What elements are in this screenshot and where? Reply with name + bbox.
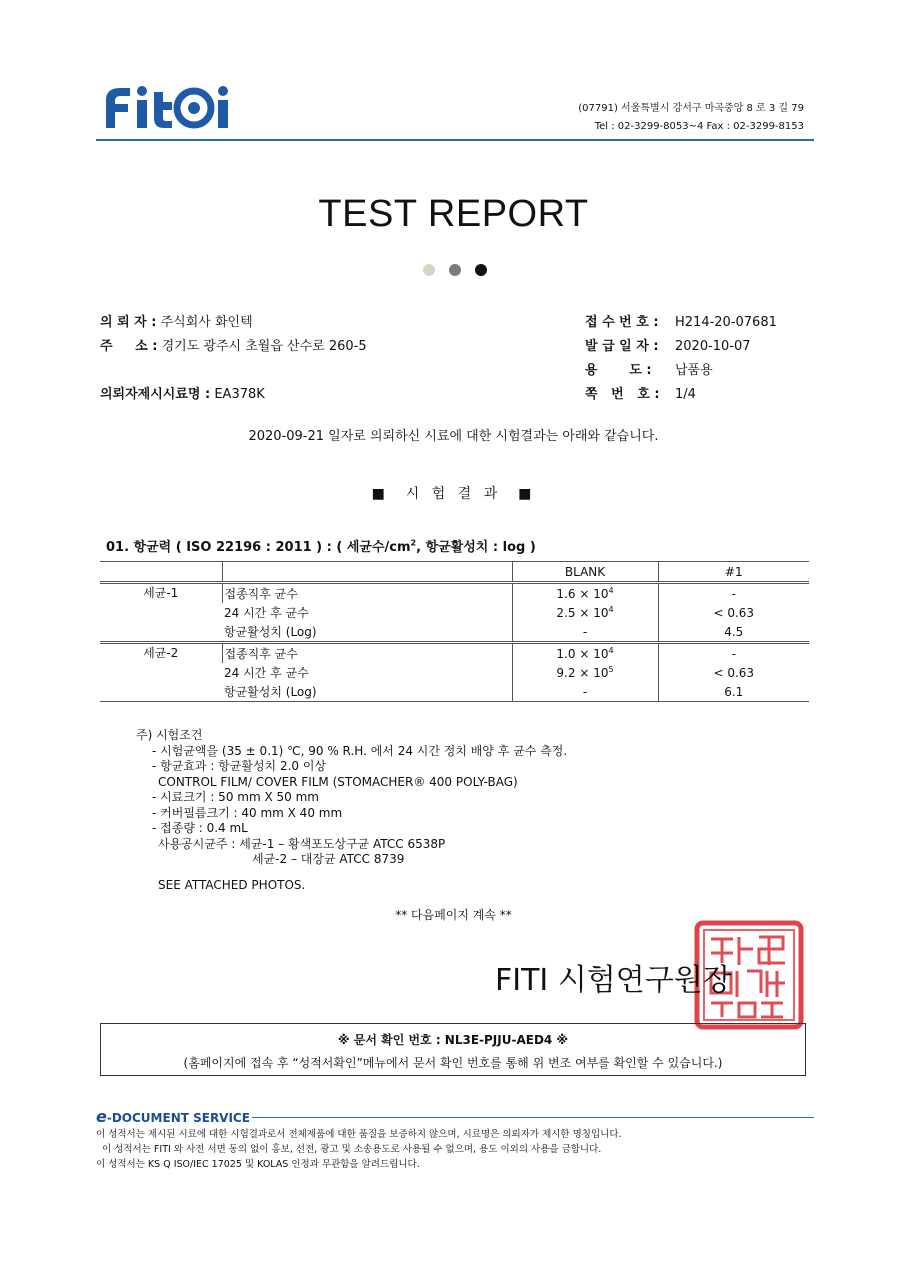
row-sample1: 4.5 bbox=[658, 622, 809, 643]
row-item: 접종직후 균수 bbox=[222, 583, 512, 604]
verification-box bbox=[100, 1023, 806, 1076]
page-no-label: 쪽 번 호 : bbox=[585, 387, 660, 402]
header-blank: BLANK bbox=[512, 562, 658, 583]
page-title: TEST REPORT bbox=[318, 193, 589, 235]
test-title bbox=[106, 536, 536, 555]
title-dots bbox=[423, 264, 487, 276]
note-line: 세균-2 – 대장균 ATCC 8739 bbox=[252, 852, 405, 866]
group-name: 세균-1 bbox=[100, 583, 222, 643]
row-item: 24 시간 후 균수 bbox=[224, 606, 309, 620]
row-sample1: - bbox=[658, 643, 809, 664]
dot-light-icon bbox=[423, 264, 435, 276]
purpose-row bbox=[585, 359, 777, 383]
header-sample1: #1 bbox=[658, 562, 809, 583]
row-blank: - bbox=[512, 622, 658, 643]
note-line: CONTROL FILM/ COVER FILM (STOMACHER® 400 POLY-BAG) bbox=[158, 774, 518, 789]
row-item: 24 시간 후 균수 bbox=[224, 666, 309, 680]
sample-label: 의뢰자제시시료명 : bbox=[100, 387, 211, 402]
report-info bbox=[585, 311, 777, 407]
client-label: 의 뢰 자 : bbox=[100, 315, 157, 330]
issue-date-value: 2020-10-07 bbox=[675, 339, 751, 354]
purpose-label: 용 도 : bbox=[585, 363, 652, 378]
edoc-e-letter: e bbox=[96, 1107, 107, 1126]
fiti-logo bbox=[100, 82, 230, 130]
blank-row bbox=[100, 359, 367, 383]
purpose-value: 납품용 bbox=[675, 363, 713, 378]
verification-number: ※ 문서 확인 번호 : NL3E-PJJU-AED4 ※ bbox=[337, 1033, 569, 1047]
client-row bbox=[100, 311, 367, 335]
address-label: 주 소 : bbox=[100, 339, 158, 354]
header-cell bbox=[222, 562, 512, 583]
attached-photos-note: SEE ATTACHED PHOTOS. bbox=[158, 878, 306, 892]
receipt-no-row bbox=[585, 311, 777, 335]
dot-gray-icon bbox=[449, 264, 461, 276]
edocument-service-label bbox=[96, 1107, 250, 1126]
group-name: 세균-2 bbox=[100, 643, 222, 702]
test-title-main: 01. 항균력 ( ISO 22196 : 2011 ) : ( 세균수/cm bbox=[106, 540, 411, 555]
edoc-rule bbox=[252, 1117, 814, 1118]
test-title-end: , 항균활성치 : log ) bbox=[416, 540, 536, 555]
note-line: - 항균효과 : 항균활성치 2.0 이상 bbox=[152, 759, 327, 773]
table-row bbox=[100, 643, 809, 664]
address-value: 경기도 광주시 초월읍 산수로 260-5 bbox=[161, 339, 367, 354]
client-info bbox=[100, 311, 367, 407]
row-blank: - bbox=[512, 682, 658, 702]
verification-instructions: (홈페이지에 접속 후 “성적서확인”메뉴에서 문서 확인 번호를 통해 위 변조 여부를 확인할 수 있습니다.) bbox=[183, 1056, 723, 1070]
next-page-note: ** 다음페이지 계속 ** bbox=[395, 908, 512, 922]
sample-value: EA378K bbox=[214, 387, 265, 402]
row-item: 접종직후 균수 bbox=[222, 643, 512, 664]
issue-date-label: 발 급 일 자 : bbox=[585, 339, 659, 354]
edoc-label-text: -DOCUMENT SERVICE bbox=[106, 1111, 250, 1125]
footer-line: 이 성적서는 FITI 와 사전 서면 동의 없이 홍보, 선전, 광고 및 소송용도로 사용될 수 없으며, 용도 이외의 사용을 금합니다. bbox=[102, 1144, 602, 1155]
table-row bbox=[100, 583, 809, 604]
header-tel-fax: Tel : 02-3299-8053~4 Fax : 02-3299-8153 bbox=[594, 121, 804, 132]
note-line: - 커버필름크기 : 40 mm X 40 mm bbox=[152, 805, 343, 820]
footer-disclaimer bbox=[96, 1127, 622, 1172]
note-line: - 시험균액을 (35 ± 0.1) ℃, 90 % R.H. 에서 24 시간 정치 배양 후 균수 측정. bbox=[152, 743, 568, 758]
test-conditions bbox=[136, 728, 567, 868]
receipt-no-label: 접 수 번 호 : bbox=[585, 315, 659, 330]
note-line: 사용공시균주 : 세균-1 – 황색포도상구균 ATCC 6538P bbox=[158, 836, 446, 851]
footer-line: 이 성적서는 제시된 시료에 대한 시험결과로서 전체제품에 대한 품질을 보증하지 않으며, 시료명은 의뢰자가 제시한 명칭입니다. bbox=[96, 1129, 622, 1140]
section-title: ■ 시 험 결 과 ■ bbox=[371, 486, 536, 502]
intro-text: 2020-09-21 일자로 의뢰하신 시료에 대한 시험결과는 아래와 같습니다. bbox=[248, 429, 659, 444]
sample-row bbox=[100, 383, 367, 407]
notes-heading: 주) 시험조건 bbox=[136, 728, 203, 742]
header-contact bbox=[578, 100, 804, 136]
issue-date-row bbox=[585, 335, 777, 359]
row-item: 항균활성치 (Log) bbox=[224, 625, 317, 639]
issuer-name: FITI 시험연구원장 bbox=[495, 963, 732, 998]
row-sample1: - bbox=[658, 583, 809, 604]
footer-line: 이 성적서는 KS Q ISO/IEC 17025 및 KOLAS 인정과 무관함을 알려드립니다. bbox=[96, 1159, 420, 1170]
receipt-no-value: H214-20-07681 bbox=[675, 315, 777, 330]
client-value: 주식회사 화인텍 bbox=[160, 315, 253, 330]
header-cell bbox=[100, 562, 222, 583]
row-sample1: 6.1 bbox=[658, 682, 809, 702]
page-no-value: 1/4 bbox=[675, 387, 696, 402]
row-item: 항균활성치 (Log) bbox=[222, 682, 512, 702]
row-blank: $9.2 \times 10^5$ bbox=[512, 663, 658, 682]
dot-black-icon bbox=[475, 264, 487, 276]
table-header-row bbox=[100, 562, 809, 583]
address-row bbox=[100, 335, 367, 359]
page-no-row bbox=[585, 383, 777, 407]
header-rule bbox=[96, 139, 814, 141]
test-title-sup: 2 bbox=[410, 538, 417, 548]
note-line: - 접종량 : 0.4 mL bbox=[152, 821, 248, 835]
header-address: (07791) 서울특별시 강서구 마곡중앙 8 로 3 길 79 bbox=[578, 103, 804, 114]
row-blank: $2.5 \times 10^4$ bbox=[512, 603, 658, 622]
row-sample1: < 0.63 bbox=[658, 603, 809, 622]
row-sample1: < 0.63 bbox=[658, 663, 809, 682]
results-table bbox=[100, 561, 809, 702]
row-blank: $1.6 \times 10^4$ bbox=[512, 583, 658, 604]
note-line: - 시료크기 : 50 mm X 50 mm bbox=[152, 790, 319, 804]
row-blank: $1.0 \times 10^4$ bbox=[512, 643, 658, 664]
